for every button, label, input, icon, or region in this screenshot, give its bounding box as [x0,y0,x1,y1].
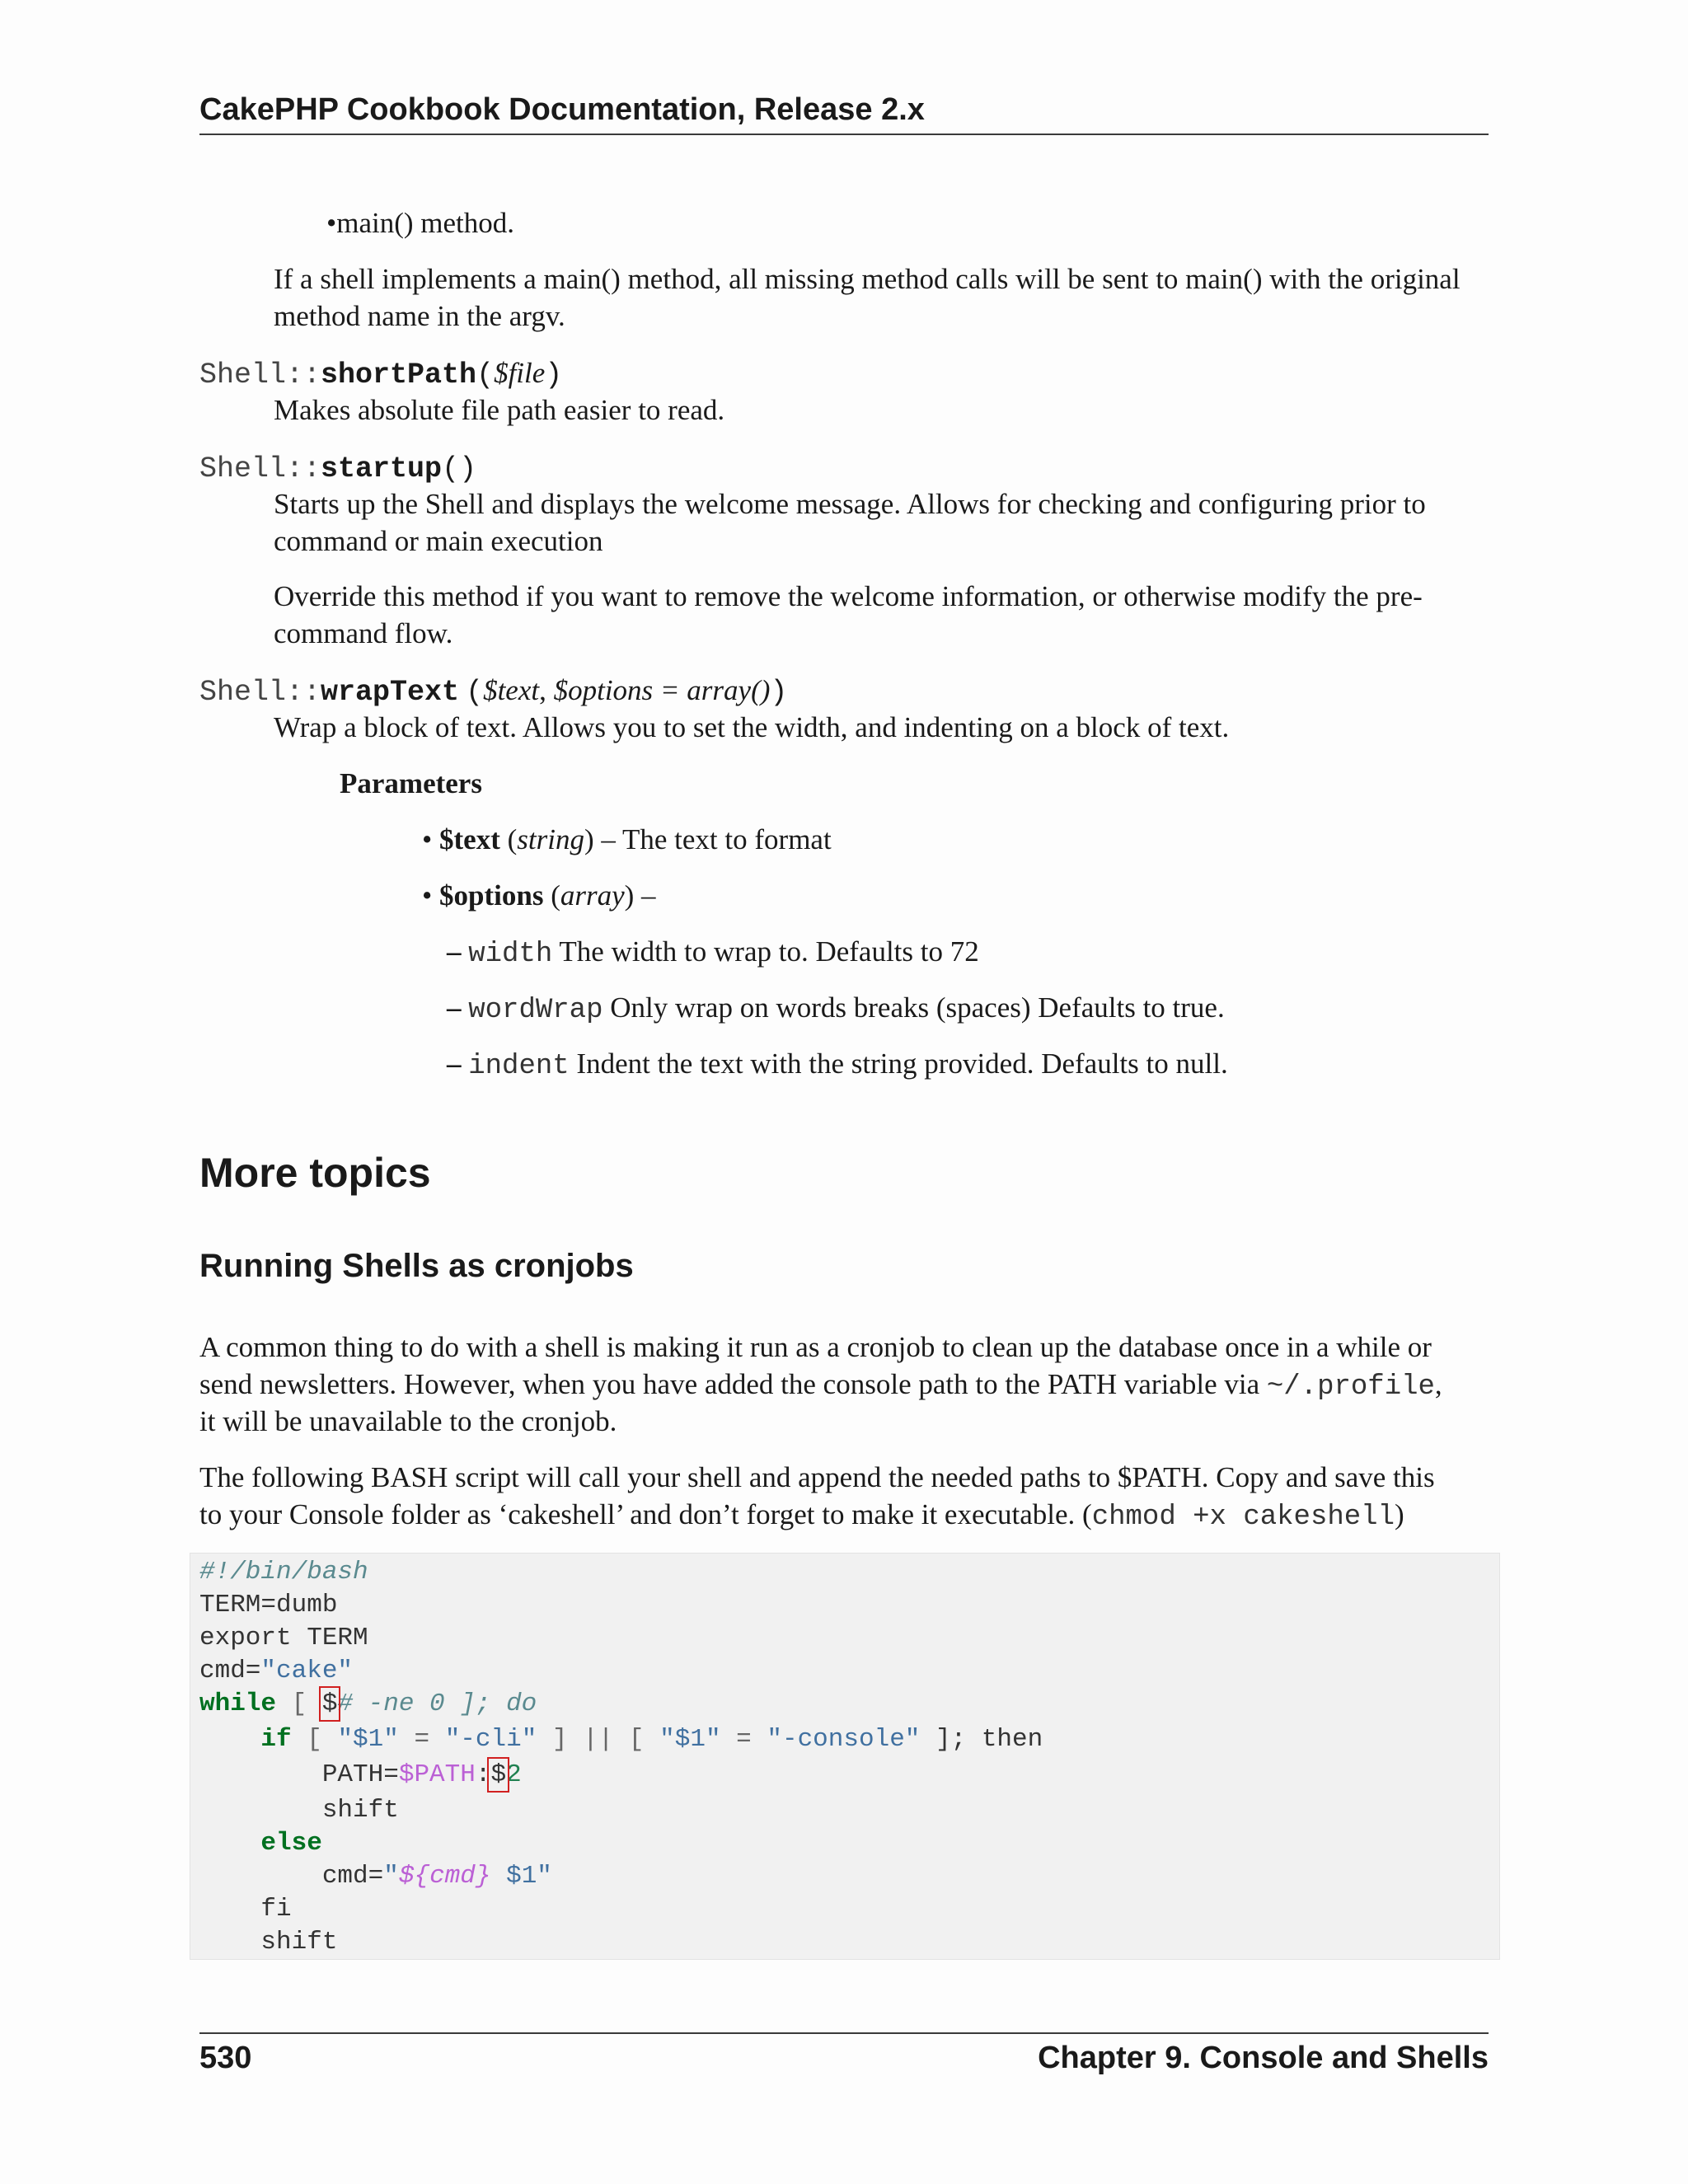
param-name: $options [439,879,544,912]
code-line: cmd="${cmd} $1" [321,1862,552,1891]
running-header: CakePHP Cookbook Documentation, Release 2.x [199,92,925,127]
bash-paragraph-line1: The following BASH script will call your shell and append the needed paths to $PATH. Copy and save this [199,1461,1435,1493]
code-line: TERM=dumb [199,1591,338,1619]
class-prefix: Shell:: [199,452,321,485]
startup-override-line2: command flow. [274,617,453,649]
main-method-paragraph-line2: method name in the argv. [274,300,565,332]
code-line: #!/bin/bash [199,1558,368,1586]
option-key: wordWrap [468,995,603,1026]
class-prefix: Shell:: [199,359,321,391]
option-wordwrap: – wordWrap Only wrap on words breaks (spaces) Defaults to true. [447,991,1225,1026]
option-indent: – indent Indent the text with the string provided. Defaults to null. [447,1047,1228,1082]
param-options: • $options (array) – [422,879,656,912]
code-line: if [ "$1" = "-cli" ] || [ "$1" = "-console" ]; then [260,1725,1043,1754]
wraptext-signature: Shell::wrapText ($text, $options = array()) [199,674,788,709]
method-argument: $file [494,357,546,389]
option-width: – width The width to wrap to. Defaults to 72 [447,935,979,970]
parameters-label: Parameters [340,767,482,799]
startup-description-line1: Starts up the Shell and displays the welcome message. Allows for checking and configuring prior to [274,488,1426,520]
highlight-box: $ [490,1760,507,1789]
option-key: width [468,939,553,970]
chapter-title: Chapter 9. Console and Shells [1038,2041,1489,2075]
footer-rule [199,2032,1489,2034]
highlight-box: $ [321,1690,338,1718]
shortpath-description: Makes absolute file path easier to read. [274,394,725,426]
page-number: 530 [199,2041,252,2075]
startup-signature: Shell::startup() [199,452,477,485]
code-line: export TERM [199,1624,368,1652]
startup-description-line2: command or main execution [274,525,603,557]
code-line: cmd="cake" [199,1657,354,1685]
bullet-main-method: •main() method. [326,207,515,239]
option-key: indent [468,1051,570,1082]
section-heading: More topics [199,1150,431,1196]
method-argument: $text [483,674,540,706]
code-block [190,1553,1500,1960]
param-type: array [560,879,625,912]
param-text: • $text (string) – The text to format [422,823,832,855]
inline-code: chmod +x cakeshell [1091,1502,1395,1533]
wraptext-description: Wrap a block of text. Allows you to set the width, and indenting on a block of text. [274,711,1230,743]
cronjob-paragraph-line1: A common thing to do with a shell is making it run as a cronjob to clean up the database once in a while or [199,1331,1432,1363]
method-name: shortPath [321,359,477,391]
code-line: while [ $# -ne 0 ]; do [199,1690,537,1718]
header-rule [199,134,1489,135]
class-prefix: Shell:: [199,676,321,709]
code-line: PATH=$PATH:$2 [321,1760,522,1789]
param-type: string [517,823,584,855]
cronjob-paragraph-line3: it will be unavailable to the cronjob. [199,1405,617,1437]
subsection-heading: Running Shells as cronjobs [199,1248,634,1284]
code-line: shift [199,1928,338,1957]
method-name: wrapText [321,676,460,709]
main-method-paragraph-line1: If a shell implements a main() method, all missing method calls will be sent to main() with the original [274,263,1461,295]
inline-code: ~/.profile [1266,1371,1435,1403]
startup-override-line1: Override this method if you want to remove the welcome information, or otherwise modify the pre- [274,580,1423,612]
code-line: shift [199,1796,399,1825]
method-argument: $options = array() [553,674,771,706]
bash-paragraph-line2: to your Console folder as ‘cakeshell’ and don’t forget to make it executable. (chmod +x cakeshell) [199,1498,1404,1533]
param-name: $text [439,823,500,855]
cronjob-paragraph-line2: send newsletters. However, when you have added the console path to the PATH variable via ~/.profile, [199,1368,1442,1403]
code-line: else [260,1829,322,1858]
code-line: fi [199,1895,292,1924]
method-name: startup [321,452,443,485]
shortpath-signature: Shell::shortPath($file) [199,357,563,391]
